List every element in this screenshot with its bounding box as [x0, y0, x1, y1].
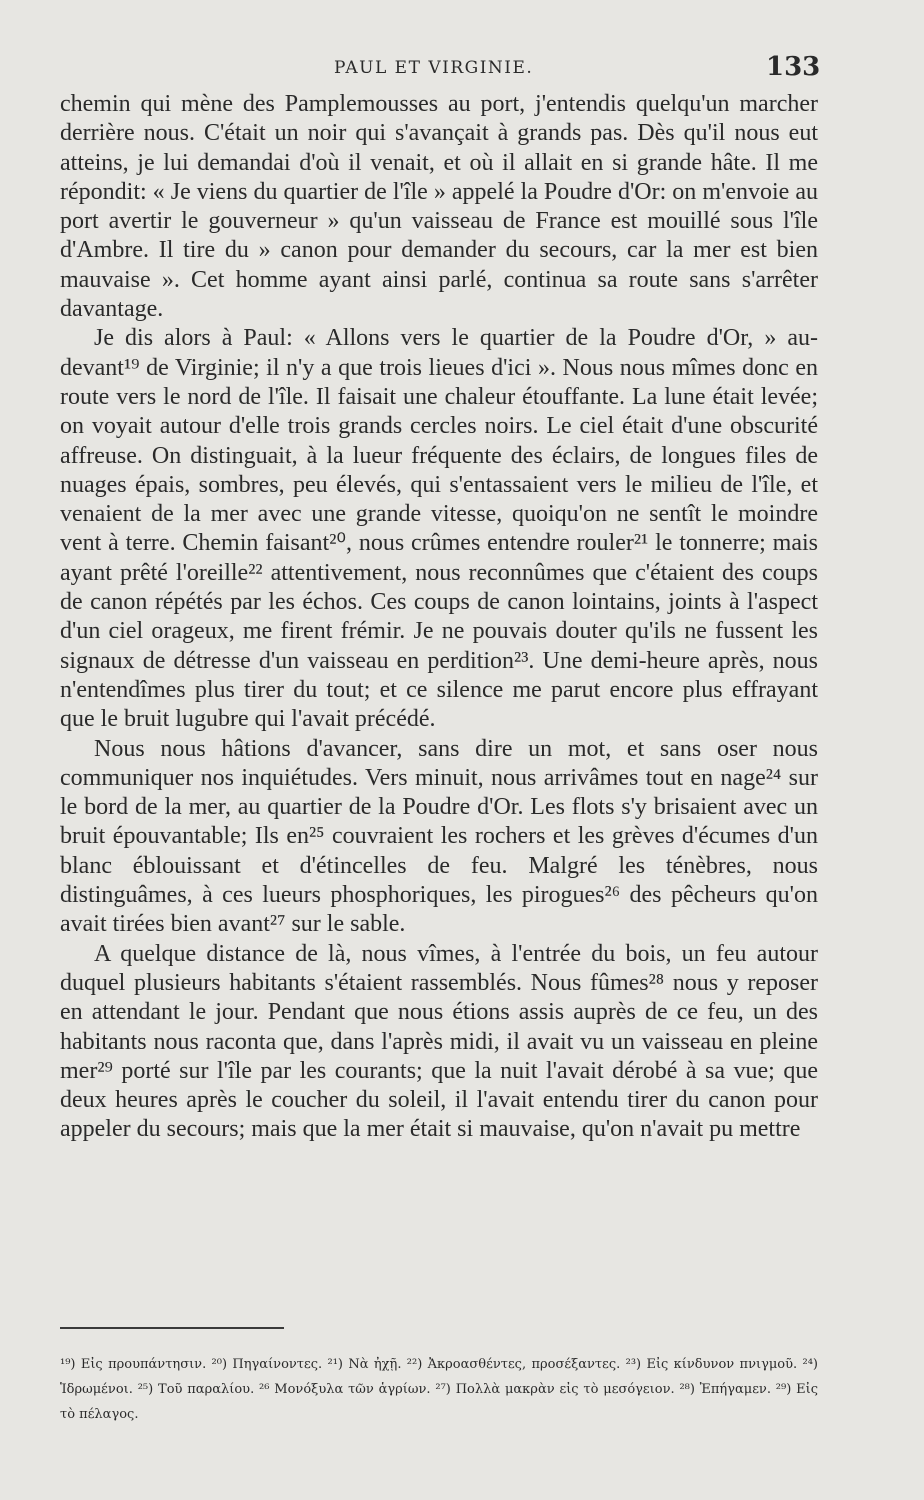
footnote-divider — [60, 1327, 284, 1329]
footnotes: ¹⁹) Εἰς προυπάντησιν. ²⁰) Πηγαίνοντες. ²¹) Νὰ ἠχῇ. ²²) Ἀκροασθέντες, προσέξαντες. ²³) Εἰς κίνδυνον πνιγμοῦ. ²⁴) Ἱδρωμένοι. ²⁵) Τοῦ παραλίου. ²⁶ Μονόξυλα τῶν ἁγρίων. ²⁷) Πολλὰ μακρὰν εἰς τὸ μεσόγειον. ²⁸) Ἐπήγαμεν. ²⁹) Εἰς τὸ πέλαγος. — [60, 1357, 818, 1422]
paragraph-3: Nous nous hâtions d'avancer, sans dire un mot, et sans oser nous communiquer nos inquiétudes. Vers minuit, nous arrivâmes tout en nage²⁴ sur le bord de la mer, au quartier de la Poudre d'Or. Les flots s'y brisaient avec un bruit épouvantable; Ils en²⁵ couvraient les rochers et les grèves d'écumes d'un blanc éblouissant et d'étincelles de feu. Malgré les ténèbres, nous distinguâmes, à ces lueurs phosphoriques, les pirogues²⁶ des pêcheurs qu'on avait tirées bien avant²⁷ sur le sable. — [60, 735, 818, 938]
paragraph-1: chemin qui mène des Pamplemousses au port, j'entendis quelqu'un marcher derrière nous. C'était un noir qui s'avançait à grands pas. Dès qu'il nous eut atteins, je lui demandai d'où il venait, et où il allait en si grande hâte. Il me répondit: « Je viens du quartier de l'île » appelé la Poudre d'Or: on m'envoie au port avertir le gouverneur » qu'un vaisseau de France est mouillé sous l'île d'Ambre. Il tire du » canon pour demander du secours, car la mer est bien mauvaise ». Cet homme ayant ainsi parlé, continua sa route sans s'arrêter davantage. — [60, 91, 818, 323]
running-title: PAUL ET VIRGINIE. — [334, 58, 534, 78]
paragraph-4: A quelque distance de là, nous vîmes, à l'entrée du bois, un feu autour duquel plusieurs habitants s'étaient rassemblés. Nous fûmes²⁸ nous y reposer en attendant le jour. Pendant que nous étions assis auprès de ce feu, un des habitants nous raconta que, dans l'après midi, il avait vu un vaisseau en pleine mer²⁹ porté sur l'île par les courants; que la nuit l'avait dérobé à sa vue; que deux heures après le coucher du soleil, il l'avait entendu tirer du canon pour appeler du secours; mais que la mer était si mauvaise, qu'on n'avait pu mettre — [60, 940, 818, 1143]
paragraph-2: Je dis alors à Paul: « Allons vers le quartier de la Poudre d'Or, » au-devant¹⁹ de Virginie; il n'y a que trois lieues d'ici ». Nous nous mîmes donc en route vers le nord de l'île. Il faisait une chaleur étouffante. La lune était levée; on voyait autour d'elle trois grands cercles noirs. Le ciel était d'une obscurité affreuse. On distinguait, à la lueur fréquente des éclairs, de longues files de nuages épais, sombres, peu élevés, qui s'entassaient vers le milieu de l'île, et venaient de la mer avec une grande vitesse, quoiqu'on ne sentît le moindre vent à terre. Chemin faisant²⁰, nous crûmes entendre rouler²¹ le tonnerre; mais ayant prêté l'oreille²² attentivement, nous reconnûmes que c'étaient des coups de canon répétés par les échos. Ces coups de canon lointains, joints à l'aspect d'un ciel orageux, me firent frémir. Je ne pouvais douter qu'ils ne fussent les signaux de détresse d'un vaisseau en perdition²³. Une demi-heure après, nous n'entendîmes plus tirer du tout; et ce silence me parut encore plus effrayant que le bruit lugubre qui l'avait précédé. — [60, 325, 818, 733]
page-number: 133 — [766, 52, 821, 82]
running-head — [0, 52, 924, 92]
body-text — [60, 90, 818, 1145]
